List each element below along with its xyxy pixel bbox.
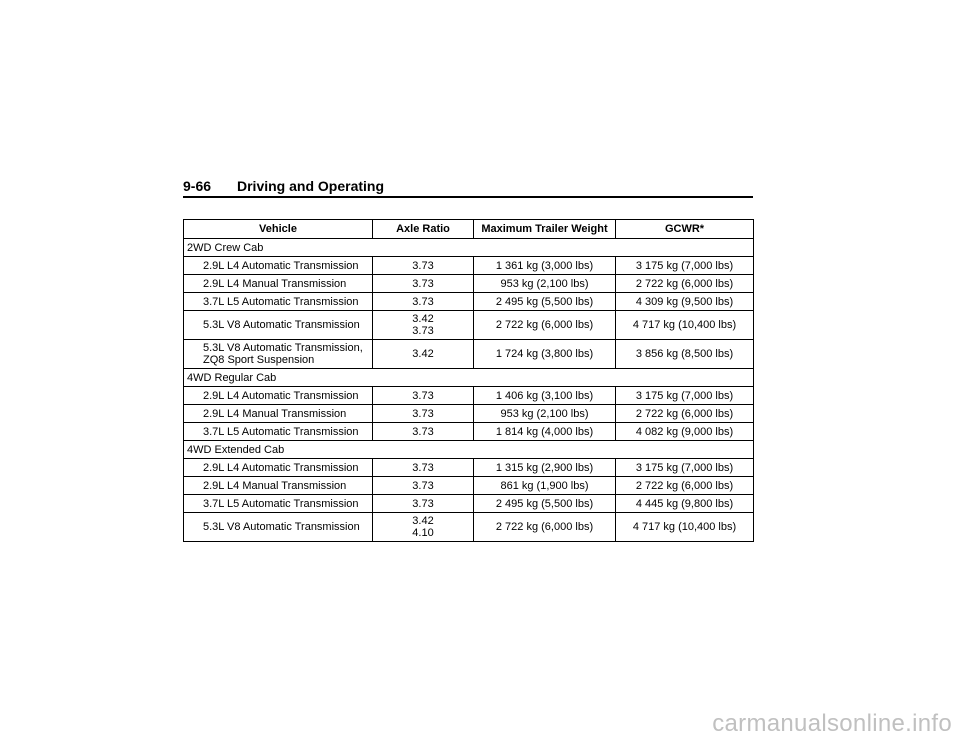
vehicle-line: 3.7L L5 Automatic Transmission <box>203 295 359 308</box>
gcwr-cell: 4 082 kg (9,000 lbs) <box>616 423 754 441</box>
vehicle-line: 2.9L L4 Automatic Transmission <box>203 461 359 474</box>
column-header-vehicle: Vehicle <box>184 220 373 239</box>
axle-ratio-value: 3.73 <box>412 425 434 438</box>
vehicle-line: 2.9L L4 Automatic Transmission <box>203 259 359 272</box>
section-row <box>184 239 754 257</box>
max-trailer-weight-cell: 1 724 kg (3,800 lbs) <box>474 340 616 369</box>
axle-ratio-value: 3.42 <box>412 348 434 360</box>
vehicle-cell <box>184 275 373 293</box>
axle-ratio-cell <box>373 423 474 441</box>
axle-ratio-value: 3.42 <box>412 515 434 527</box>
axle-ratio-value: 3.73 <box>412 277 434 290</box>
table-row <box>184 257 754 275</box>
max-trailer-weight-cell: 953 kg (2,100 lbs) <box>474 405 616 423</box>
gcwr-cell: 3 856 kg (8,500 lbs) <box>616 340 754 369</box>
gcwr-cell: 2 722 kg (6,000 lbs) <box>616 405 754 423</box>
axle-ratio-cell <box>373 513 474 542</box>
vehicle-line: 2.9L L4 Automatic Transmission <box>203 389 359 402</box>
vehicle-cell <box>184 257 373 275</box>
vehicle-cell <box>184 477 373 495</box>
axle-ratio-value: 3.73 <box>412 461 434 474</box>
axle-ratio-value: 3.73 <box>412 325 434 337</box>
vehicle-cell <box>184 311 373 340</box>
vehicle-cell <box>184 405 373 423</box>
axle-ratio-cell <box>373 477 474 495</box>
table-row <box>184 495 754 513</box>
axle-ratio-cell <box>373 340 474 369</box>
max-trailer-weight-cell: 1 814 kg (4,000 lbs) <box>474 423 616 441</box>
gcwr-cell: 4 717 kg (10,400 lbs) <box>616 311 754 340</box>
table-body <box>184 239 754 542</box>
axle-ratio-cell <box>373 275 474 293</box>
vehicle-line: 5.3L V8 Automatic Transmission, <box>203 342 363 354</box>
vehicle-line: 5.3L V8 Automatic Transmission <box>203 319 360 331</box>
max-trailer-weight-cell: 861 kg (1,900 lbs) <box>474 477 616 495</box>
axle-ratio-cell <box>373 459 474 477</box>
max-trailer-weight-cell: 1 315 kg (2,900 lbs) <box>474 459 616 477</box>
column-header-max-trailer-weight: Maximum Trailer Weight <box>474 220 616 239</box>
table-row <box>184 275 754 293</box>
vehicle-cell <box>184 513 373 542</box>
section-title-cell: 4WD Regular Cab <box>184 369 754 387</box>
column-header-axle-ratio: Axle Ratio <box>373 220 474 239</box>
table-header-row <box>184 220 754 239</box>
axle-ratio-cell <box>373 311 474 340</box>
axle-ratio-cell <box>373 387 474 405</box>
table-row <box>184 311 754 340</box>
gcwr-cell: 2 722 kg (6,000 lbs) <box>616 275 754 293</box>
vehicle-cell <box>184 387 373 405</box>
max-trailer-weight-cell: 953 kg (2,100 lbs) <box>474 275 616 293</box>
gcwr-cell: 4 717 kg (10,400 lbs) <box>616 513 754 542</box>
section-title-cell: 2WD Crew Cab <box>184 239 754 257</box>
page-header <box>183 178 753 198</box>
table-row <box>184 405 754 423</box>
table-row <box>184 293 754 311</box>
axle-ratio-cell <box>373 257 474 275</box>
vehicle-cell <box>184 459 373 477</box>
vehicle-cell <box>184 495 373 513</box>
axle-ratio-cell <box>373 495 474 513</box>
gcwr-cell: 4 445 kg (9,800 lbs) <box>616 495 754 513</box>
axle-ratio-value: 3.42 <box>412 313 434 325</box>
max-trailer-weight-cell: 2 722 kg (6,000 lbs) <box>474 513 616 542</box>
table-row <box>184 387 754 405</box>
table-row <box>184 423 754 441</box>
gcwr-cell: 2 722 kg (6,000 lbs) <box>616 477 754 495</box>
max-trailer-weight-cell: 2 495 kg (5,500 lbs) <box>474 293 616 311</box>
column-header-gcwr: GCWR* <box>616 220 754 239</box>
table-row <box>184 477 754 495</box>
axle-ratio-cell <box>373 293 474 311</box>
max-trailer-weight-cell: 2 495 kg (5,500 lbs) <box>474 495 616 513</box>
section-row <box>184 369 754 387</box>
table-row <box>184 513 754 542</box>
vehicle-cell <box>184 423 373 441</box>
axle-ratio-cell <box>373 405 474 423</box>
gcwr-cell: 3 175 kg (7,000 lbs) <box>616 387 754 405</box>
table-row <box>184 459 754 477</box>
axle-ratio-value: 3.73 <box>412 389 434 402</box>
vehicle-line: 3.7L L5 Automatic Transmission <box>203 497 359 510</box>
axle-ratio-value: 3.73 <box>412 407 434 420</box>
max-trailer-weight-cell: 2 722 kg (6,000 lbs) <box>474 311 616 340</box>
watermark: carmanualsonline.info <box>712 710 952 737</box>
vehicle-line: 2.9L L4 Manual Transmission <box>203 479 347 492</box>
vehicle-line: 2.9L L4 Manual Transmission <box>203 407 347 420</box>
axle-ratio-value: 4.10 <box>412 527 434 539</box>
section-row <box>184 441 754 459</box>
vehicle-line: ZQ8 Sport Suspension <box>203 354 315 366</box>
axle-ratio-value: 3.73 <box>412 295 434 308</box>
section-title-cell: 4WD Extended Cab <box>184 441 754 459</box>
trailer-weight-table <box>183 219 754 542</box>
vehicle-line: 3.7L L5 Automatic Transmission <box>203 425 359 438</box>
gcwr-cell: 3 175 kg (7,000 lbs) <box>616 459 754 477</box>
axle-ratio-value: 3.73 <box>412 497 434 510</box>
axle-ratio-value: 3.73 <box>412 479 434 492</box>
max-trailer-weight-cell: 1 406 kg (3,100 lbs) <box>474 387 616 405</box>
page-number: 9-66 <box>183 178 212 194</box>
max-trailer-weight-cell: 1 361 kg (3,000 lbs) <box>474 257 616 275</box>
table-row <box>184 340 754 369</box>
vehicle-cell <box>184 340 373 369</box>
axle-ratio-value: 3.73 <box>412 259 434 272</box>
section-title: Driving and Operating <box>237 178 385 194</box>
vehicle-line: 5.3L V8 Automatic Transmission <box>203 521 360 533</box>
gcwr-cell: 4 309 kg (9,500 lbs) <box>616 293 754 311</box>
gcwr-cell: 3 175 kg (7,000 lbs) <box>616 257 754 275</box>
vehicle-line: 2.9L L4 Manual Transmission <box>203 277 347 290</box>
vehicle-cell <box>184 293 373 311</box>
